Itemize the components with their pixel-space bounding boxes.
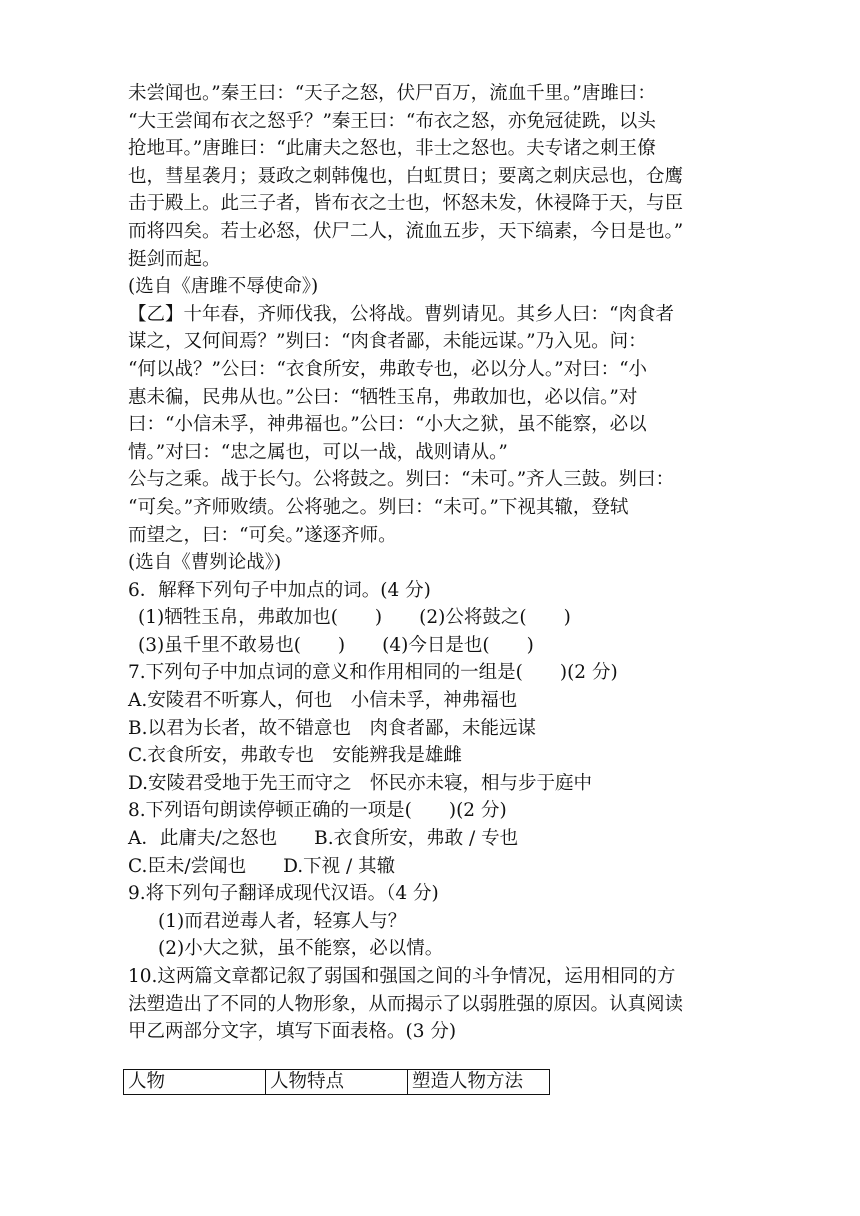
passage-line: 曰：“小信未孚，神弗福也。”公曰：“小大之狱，虽不能察，必以 — [128, 414, 647, 436]
passage-line: 挺剑而起。 — [128, 248, 221, 270]
question-item: (1)牺牲玉帛，弗敢加也( ) (2)公将鼓之( ) — [138, 607, 571, 629]
source-jia: (选自《唐雎不辱使命》) — [128, 276, 319, 298]
question-option: C.臣未/尝闻也 D.下视 / 其辙 — [128, 855, 396, 877]
question-6 — [128, 577, 736, 660]
question-10 — [128, 963, 736, 1046]
question-option: B.以君为长者，故不错意也 肉食者鄙，未能远谋 — [128, 717, 536, 739]
passage-line: 而将四矣。若士必怒，伏尸二人，流血五步，天下缟素，今日是也。” — [128, 220, 684, 242]
passage-line: 抢地耳。”唐雎曰：“此庸夫之怒也，非士之怒也。夫专诸之刺王僚 — [128, 138, 656, 160]
passage-line: 情。”对曰：“忠之属也，可以一战，战则请从。” — [128, 441, 508, 463]
answer-table — [123, 1069, 550, 1095]
question-7 — [128, 659, 736, 797]
passage-line: 公与之乘。战于长勺。公将鼓之。刿曰：“未可。”齐人三鼓。刿曰： — [128, 469, 675, 491]
passage-yi — [128, 301, 736, 549]
question-line: 甲乙两部分文字，填写下面表格。(3 分) — [128, 1021, 457, 1043]
passage-line: 谋之，又何间焉？”刿曰：“肉食者鄙，未能远谋。”乃入见。问： — [128, 331, 647, 353]
passage-line: 而望之，曰：“可矣。”遂逐齐师。 — [128, 524, 397, 546]
question-option: D.安陵君受地于先王而守之 怀民亦未寝，相与步于庭中 — [128, 772, 593, 794]
question-option: C.衣食所安，弗敢专也 安能辨我是雄雌 — [128, 745, 462, 767]
question-9 — [128, 880, 736, 963]
table-header-cell: 人物 — [124, 1070, 266, 1095]
question-item: (3)虽千里不敢易也( ) (4)今日是也( ) — [138, 634, 534, 656]
passage-line: “何以战？”公曰：“衣食所安，弗敢专也，必以分人。”对曰：“小 — [128, 358, 648, 380]
table-header-cell: 人物特点 — [266, 1070, 408, 1095]
passage-line: 【乙】十年春，齐师伐我，公将战。曹刿请见。其乡人曰：“肉食者 — [128, 303, 674, 325]
passage-line: 惠未徧，民弗从也。”公曰：“牺牲玉帛，弗敢加也，必以信。”对 — [128, 386, 638, 408]
question-line: 10.这两篇文章都记叙了弱国和强国之间的斗争情况，运用相同的方 — [128, 966, 676, 987]
question-stem: 8.下列语句朗读停顿正确的一项是( )(2 分) — [128, 800, 507, 822]
passage-line: “可矣。”齐师败绩。公将驰之。刿曰：“未可。”下视其辙，登轼 — [128, 496, 629, 518]
passage-line: 击于殿上。此三子者，皆布衣之士也，怀怒未发，休祲降于天，与臣 — [128, 193, 684, 215]
table-header-cell: 塑造人物方法 — [408, 1070, 550, 1095]
question-option: A．此庸夫/之怒也 B.衣食所安，弗敢 / 专也 — [128, 828, 519, 850]
question-stem: 6．解释下列句子中加点的词。(4 分) — [128, 579, 431, 601]
passage-line: “大王尝闻布衣之怒乎？”秦王曰：“布衣之怒，亦免冠徒跣，以头 — [128, 110, 656, 132]
question-stem: 7.下列句子中加点词的意义和作用相同的一组是( )(2 分) — [128, 662, 618, 684]
question-stem: 9.将下列句子翻译成现代汉语。（4 分) — [128, 883, 439, 905]
question-item: (2)小大之狱，虽不能察，必以情。 — [158, 938, 444, 960]
question-8 — [128, 797, 736, 880]
question-line: 法塑造出了不同的人物形象，从而揭示了以弱胜强的原因。认真阅读 — [128, 993, 684, 1015]
passage-line: 也，彗星袭月；聂政之刺韩傀也，白虹贯日；要离之刺庆忌也，仓鹰 — [128, 165, 684, 187]
question-item: (1)而君逆毒人者，轻寡人与？ — [158, 910, 407, 932]
passage-line: 未尝闻也。”秦王曰：“天子之怒，伏尸百万，流血千里。”唐雎曰： — [128, 83, 656, 104]
table-header-row — [124, 1070, 550, 1095]
passage-jia — [128, 80, 736, 273]
source-yi: (选自《曹刿论战》) — [128, 552, 282, 574]
question-option: A.安陵君不听寡人，何也 小信未孚，神弗福也 — [128, 690, 518, 712]
document-body — [128, 80, 736, 1046]
